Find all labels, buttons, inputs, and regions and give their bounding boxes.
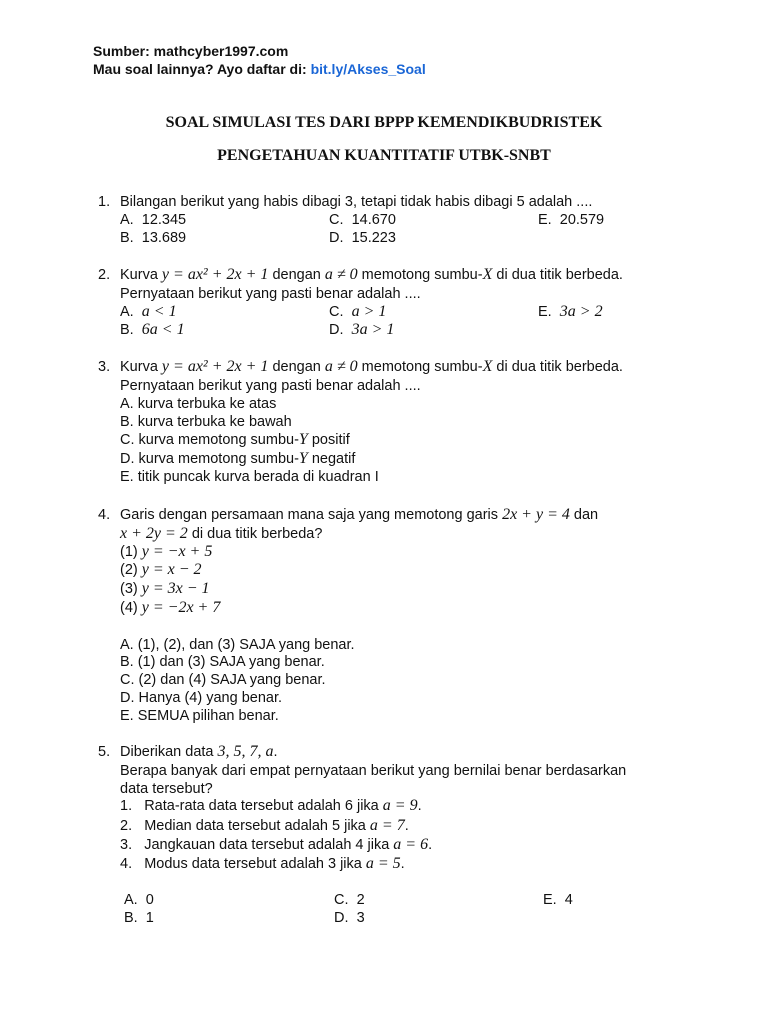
q5-line-2: Berapa banyak dari empat pernyataan berikut yang bernilai benar berdasarkan	[120, 763, 627, 779]
q5-statement-2: 2. Median data tersebut adalah 5 jika a = 7.	[120, 817, 409, 834]
q5-statement-1: 1. Rata-rata data tersebut adalah 6 jika a = 9.	[120, 797, 422, 814]
q4-equation-1: 2x + y = 4	[502, 506, 570, 523]
promo-link[interactable]: bit.ly/Akses_Soal	[310, 61, 426, 77]
q1-text: Bilangan berikut yang habis dibagi 3, tetapi tidak habis dibagi 5 adalah ....	[120, 194, 593, 210]
q1-option-b: B. 13.689	[120, 230, 187, 246]
q5-text: Diberikan data 3, 5, 7, a.	[120, 743, 278, 760]
q1-option-a: A. 12.345	[120, 212, 187, 228]
source-line: Sumber: mathcyber1997.com	[93, 43, 289, 59]
q5-line-3: data tersebut?	[120, 781, 213, 797]
q2-option-b: B. 6a < 1	[120, 321, 185, 338]
q3-option-d: D. kurva memotong sumbu-Y negatif	[120, 450, 356, 467]
q2-option-c: C. a > 1	[329, 303, 387, 320]
q4-option-e: E. SEMUA pilihan benar.	[120, 708, 279, 724]
q4-option-d: D. Hanya (4) yang benar.	[120, 690, 283, 706]
q3-number: 3.	[98, 359, 111, 375]
q5-option-b: B. 1	[124, 910, 154, 926]
q1-option-e: E. 20.579	[538, 212, 605, 228]
q4-text-2: x + 2y = 2 di dua titik berbeda?	[120, 525, 323, 542]
q4-option-a: A. (1), (2), dan (3) SAJA yang benar.	[120, 637, 355, 653]
q3-equation: y = ax² + 2x + 1	[161, 358, 269, 375]
q2-condition: a ≠ 0	[324, 266, 358, 283]
q2-number: 2.	[98, 267, 111, 283]
q4-equation-2: x + 2y = 2	[120, 525, 188, 542]
q1-number: 1.	[98, 194, 111, 210]
q5-statement-3: 3. Jangkauan data tersebut adalah 4 jika a = 6.	[120, 836, 433, 853]
q5-option-c: C. 2	[334, 892, 365, 908]
q2-text: Kurva y = ax² + 2x + 1 dengan a ≠ 0 memotong sumbu-X di dua titik berbeda.	[120, 266, 623, 283]
q2-line-2: Pernyataan berikut yang pasti benar adalah ....	[120, 286, 421, 302]
title-line-1: SOAL SIMULASI TES DARI BPPP KEMENDIKBUDRISTEK	[165, 114, 603, 131]
q4-option-b: B. (1) dan (3) SAJA yang benar.	[120, 654, 325, 670]
q5-statement-4: 4. Modus data tersebut adalah 3 jika a = 5.	[120, 855, 405, 872]
q2-option-a: A. a < 1	[120, 303, 177, 320]
q4-item-2: (2) y = x − 2	[120, 561, 202, 578]
title-line-2: PENGETAHUAN KUANTITATIF UTBK-SNBT	[217, 147, 551, 164]
promo-prefix: Mau soal lainnya? Ayo daftar di:	[93, 61, 311, 77]
q4-item-1: (1) y = −x + 5	[120, 543, 213, 560]
q3-option-a: A. kurva terbuka ke atas	[120, 396, 277, 412]
promo-line	[93, 60, 426, 78]
q4-item-3: (3) y = 3x − 1	[120, 580, 210, 597]
q4-option-c: C. (2) dan (4) SAJA yang benar.	[120, 672, 326, 688]
q3-option-e: E. titik puncak kurva berada di kuadran I	[120, 469, 379, 485]
q4-item-4: (4) y = −2x + 7	[120, 599, 221, 616]
q1-option-c: C. 14.670	[329, 212, 396, 228]
q2-option-e: E. 3a > 2	[538, 303, 603, 320]
q3-text: Kurva y = ax² + 2x + 1 dengan a ≠ 0 memotong sumbu-X di dua titik berbeda.	[120, 358, 623, 375]
q5-data: 3, 5, 7, a	[217, 743, 274, 760]
q3-option-c: C. kurva memotong sumbu-Y positif	[120, 431, 350, 448]
q5-option-e: E. 4	[543, 892, 573, 908]
q2-equation: y = ax² + 2x + 1	[161, 266, 269, 283]
q5-number: 5.	[98, 744, 111, 760]
q3-option-b: B. kurva terbuka ke bawah	[120, 414, 292, 430]
q3-condition: a ≠ 0	[324, 358, 358, 375]
q1-option-d: D. 15.223	[329, 230, 396, 246]
q2-option-d: D. 3a > 1	[329, 321, 395, 338]
q4-text: Garis dengan persamaan mana saja yang memotong garis 2x + y = 4 dan	[120, 506, 599, 523]
q3-line-2: Pernyataan berikut yang pasti benar adalah ....	[120, 378, 421, 394]
q4-number: 4.	[98, 507, 111, 523]
q5-option-d: D. 3	[334, 910, 365, 926]
q5-option-a: A. 0	[124, 892, 154, 908]
